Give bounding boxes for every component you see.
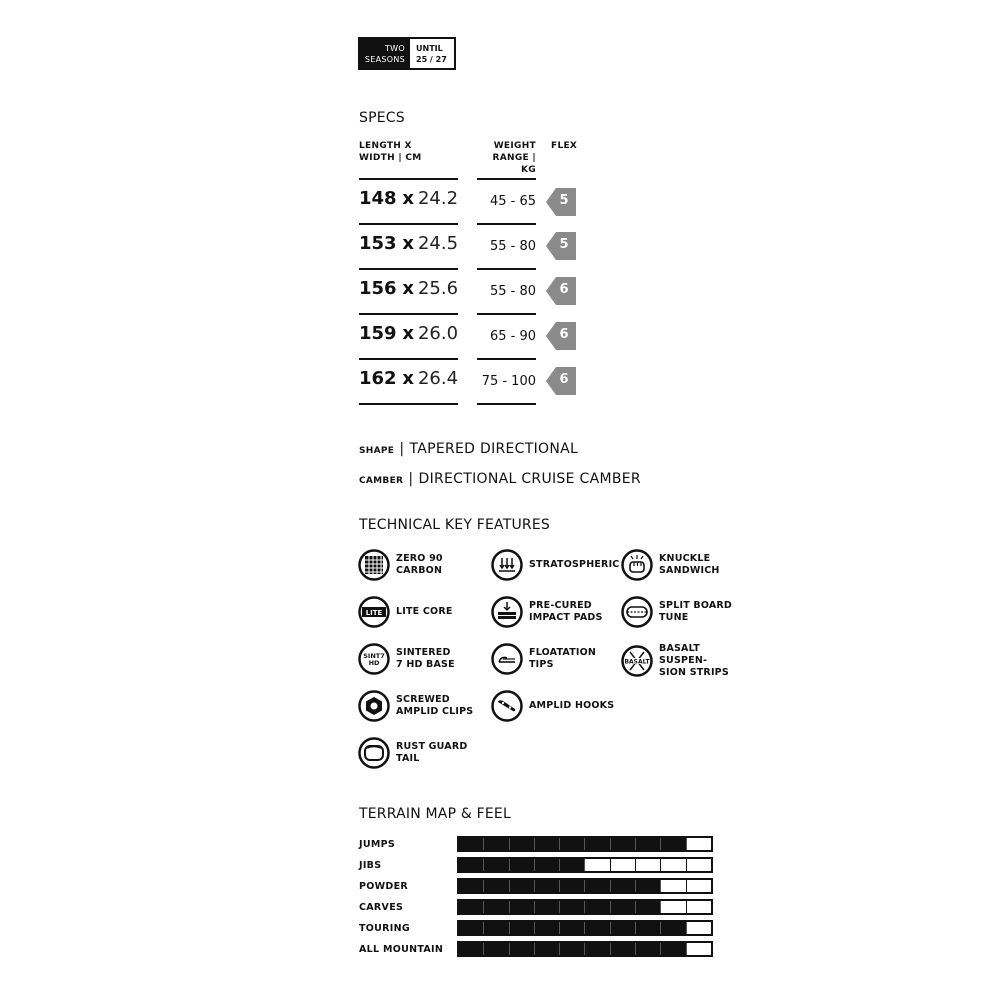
rust-guard-tail-icon (358, 737, 390, 769)
rule-weight-head (477, 178, 536, 180)
terrain-segment-filled (585, 838, 610, 850)
carbon-grid-icon (358, 549, 390, 581)
flex-value: 6 (559, 327, 569, 342)
terrain-label-touring: TOURING (359, 923, 410, 934)
spec-weight: 55 - 80 (489, 239, 536, 254)
feature-zero-90-carbon (358, 549, 488, 581)
terrain-segment-filled (535, 838, 560, 850)
feature-label: STRATOSPHERIC (529, 559, 620, 570)
spec-length-162: 162 x 26.4 (359, 368, 459, 389)
badge-until (410, 39, 454, 68)
impact-pad-icon (491, 596, 523, 628)
shape-value: TAPERED DIRECTIONAL (409, 441, 579, 457)
camber-sep: | (408, 471, 414, 487)
fist-icon (621, 549, 653, 581)
terrain-segment-filled (585, 901, 610, 913)
terrain-segment-filled (560, 922, 585, 934)
flex-tag (546, 367, 576, 395)
terrain-segment-filled (611, 838, 636, 850)
terrain-segment-filled (636, 880, 661, 892)
spec-weight: 55 - 80 (489, 284, 536, 299)
feature-impact-pads (491, 596, 621, 628)
spec-length-148: 148 x 24.2 (359, 188, 459, 209)
terrain-segment-filled (484, 922, 509, 934)
feature-amplid-hooks (491, 690, 621, 722)
spec-weight: 75 - 100 (481, 374, 536, 389)
feature-sintered-base (358, 643, 488, 675)
flex-tag (546, 232, 576, 260)
terrain-bar-touring (457, 920, 713, 936)
col-head-length (359, 140, 422, 164)
terrain-title: TERRAIN MAP & FEEL (359, 806, 511, 822)
terrain-segment-filled (459, 901, 484, 913)
feature-label: BASALT SUSPEN- SION STRIPS (659, 643, 729, 678)
rule-length (359, 268, 458, 270)
terrain-segment-filled (636, 922, 661, 934)
spec-length-153: 153 x 24.5 (359, 233, 459, 254)
terrain-segment-empty (661, 901, 686, 913)
col-head-weight-2: RANGE | KG (492, 153, 536, 175)
terrain-label-jibs: JIBS (359, 860, 382, 871)
spec-weight: 45 - 65 (489, 194, 536, 209)
terrain-segment-filled (510, 901, 535, 913)
terrain-segment-filled (661, 943, 686, 955)
rule-length (359, 358, 458, 360)
terrain-bar-jumps (457, 836, 713, 852)
terrain-segment-filled (459, 922, 484, 934)
features-title: TECHNICAL KEY FEATURES (359, 517, 550, 533)
feature-rust-guard (358, 737, 488, 769)
terrain-segment-filled (535, 859, 560, 871)
feature-lite-core (358, 596, 488, 628)
feature-screwed-clips (358, 690, 488, 722)
terrain-bar-jibs (457, 857, 713, 873)
terrain-segment-filled (611, 922, 636, 934)
terrain-segment-empty (687, 901, 711, 913)
terrain-segment-filled (535, 880, 560, 892)
hook-icon (491, 690, 523, 722)
terrain-segment-empty (661, 880, 686, 892)
feature-label: PRE-CURED IMPACT PADS (529, 600, 603, 623)
terrain-segment-empty (636, 859, 661, 871)
rule-length (359, 313, 458, 315)
terrain-segment-filled (510, 859, 535, 871)
terrain-segment-empty (611, 859, 636, 871)
sint7-icon (358, 643, 390, 675)
flex-tag (546, 322, 576, 350)
terrain-segment-filled (585, 922, 610, 934)
badge-right-line1: UNTIL (416, 43, 443, 53)
terrain-segment-filled (585, 943, 610, 955)
stratospheric-arrows-icon (491, 549, 523, 581)
terrain-segment-empty (661, 859, 686, 871)
terrain-bar-carves (457, 899, 713, 915)
rule-weight (477, 268, 536, 270)
terrain-segment-filled (611, 943, 636, 955)
terrain-label-all-mountain: ALL MOUNTAIN (359, 944, 444, 955)
terrain-label-carves: CARVES (359, 902, 404, 913)
svg-text:SINT7: SINT7 (363, 652, 385, 660)
terrain-segment-empty (687, 880, 711, 892)
floatation-tip-icon (491, 643, 523, 675)
terrain-segment-filled (510, 838, 535, 850)
feature-floatation-tips (491, 643, 621, 675)
feature-label: ZERO 90 CARBON (396, 553, 443, 576)
lite-core-icon (358, 596, 390, 628)
terrain-bar-all-mountain (457, 941, 713, 957)
terrain-segment-filled (661, 838, 686, 850)
flex-tag (546, 188, 576, 216)
shape-sep: | (399, 441, 405, 457)
feature-label: SPLIT BOARD TUNE (659, 600, 732, 623)
terrain-segment-filled (636, 838, 661, 850)
rule-length (359, 223, 458, 225)
terrain-segment-filled (459, 943, 484, 955)
terrain-segment-filled (459, 859, 484, 871)
terrain-segment-filled (535, 922, 560, 934)
spec-length-159: 159 x 26.0 (359, 323, 459, 344)
rule-weight (477, 358, 536, 360)
flex-tag (546, 277, 576, 305)
terrain-segment-empty (687, 859, 711, 871)
terrain-segment-filled (560, 838, 585, 850)
terrain-segment-filled (636, 943, 661, 955)
terrain-segment-filled (585, 880, 610, 892)
terrain-segment-filled (484, 880, 509, 892)
svg-text:LITE: LITE (365, 609, 383, 617)
terrain-segment-filled (560, 943, 585, 955)
terrain-segment-filled (560, 859, 585, 871)
terrain-segment-filled (560, 880, 585, 892)
rule-weight (477, 403, 536, 405)
terrain-label-jumps: JUMPS (359, 839, 396, 850)
terrain-segment-filled (510, 943, 535, 955)
svg-text:HD: HD (368, 659, 380, 667)
flex-value: 5 (559, 237, 569, 252)
badge-two-seasons (360, 39, 410, 68)
basalt-icon (621, 645, 653, 677)
badge-left-line1: TWO (385, 43, 405, 53)
hex-nut-icon (358, 690, 390, 722)
feature-label: AMPLID HOOKS (529, 700, 615, 711)
feature-stratospheric (491, 549, 621, 581)
feature-label: SINTERED 7 HD BASE (396, 647, 455, 670)
col-head-weight-1: WEIGHT (493, 141, 536, 151)
terrain-segment-filled (510, 922, 535, 934)
terrain-segment-filled (484, 838, 509, 850)
spec-length-156: 156 x 25.6 (359, 278, 459, 299)
terrain-segment-filled (535, 943, 560, 955)
season-badge (358, 37, 456, 70)
camber-value: DIRECTIONAL CRUISE CAMBER (418, 471, 641, 487)
terrain-segment-filled (661, 922, 686, 934)
shape-line (359, 438, 578, 457)
feature-label: RUST GUARD TAIL (396, 741, 468, 764)
svg-text:BASALT: BASALT (624, 658, 650, 666)
shape-key: SHAPE (359, 446, 395, 456)
feature-label: FLOATATION TIPS (529, 647, 597, 670)
feature-knuckle-sandwich (621, 549, 751, 581)
flex-value: 5 (559, 193, 569, 208)
terrain-segment-filled (636, 901, 661, 913)
split-board-icon (621, 596, 653, 628)
terrain-segment-filled (459, 880, 484, 892)
terrain-segment-empty (585, 859, 610, 871)
terrain-segment-filled (611, 901, 636, 913)
specs-title: SPECS (359, 110, 405, 126)
col-head-length-1: LENGTH X (359, 141, 412, 151)
flex-value: 6 (559, 282, 569, 297)
feature-label: LITE CORE (396, 606, 453, 617)
rule-weight (477, 223, 536, 225)
terrain-bar-powder (457, 878, 713, 894)
terrain-segment-filled (535, 901, 560, 913)
feature-label: SCREWED AMPLID CLIPS (396, 694, 474, 717)
rule-length-head (359, 178, 458, 180)
feature-split-board (621, 596, 751, 628)
terrain-segment-empty (687, 943, 711, 955)
camber-key: CAMBER (359, 476, 404, 486)
terrain-segment-filled (484, 859, 509, 871)
terrain-segment-empty (687, 838, 711, 850)
terrain-segment-filled (484, 943, 509, 955)
terrain-segment-filled (484, 901, 509, 913)
col-head-weight (476, 140, 536, 176)
terrain-segment-filled (560, 901, 585, 913)
badge-right-line2: 25 / 27 (416, 54, 447, 64)
terrain-segment-filled (510, 880, 535, 892)
terrain-label-powder: POWDER (359, 881, 409, 892)
terrain-segment-filled (459, 838, 484, 850)
terrain-segment-filled (611, 880, 636, 892)
feature-basalt-strips (621, 643, 751, 679)
camber-line (359, 468, 641, 487)
feature-label: KNUCKLE SANDWICH (659, 553, 720, 576)
col-head-flex: FLEX (551, 141, 578, 151)
col-head-length-2: WIDTH | CM (359, 153, 422, 163)
rule-weight (477, 313, 536, 315)
badge-left-line2: SEASONS (364, 54, 405, 64)
terrain-segment-empty (687, 922, 711, 934)
spec-weight: 65 - 90 (489, 329, 536, 344)
flex-value: 6 (559, 372, 569, 387)
rule-length (359, 403, 458, 405)
